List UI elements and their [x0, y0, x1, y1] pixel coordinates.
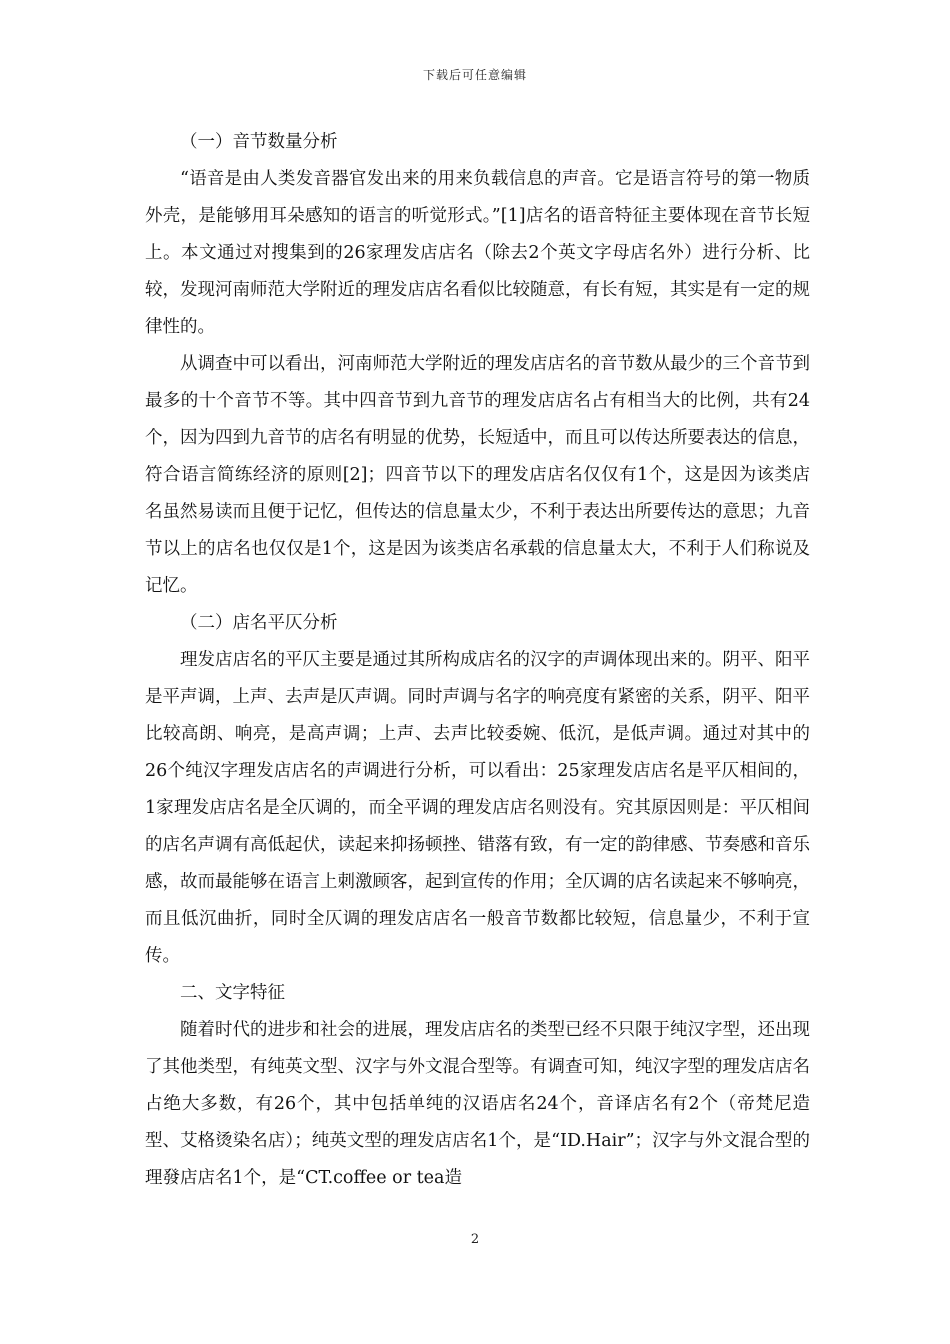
section-heading-characters: 二、文字特征 — [180, 983, 285, 1003]
paragraph: 理发店店名的平仄主要是通过其所构成店名的汉字的声调体现出来的。阴平、阳平是平声调，上声、去声是仄声调。同时声调与名字的响亮度有紧密的关系，阴平、阳平比较高朗、响亮，是高声调；上声、去声比较委婉、低沉，是低声调。通过对其中的26个纯汉字理发店店名的声调进行分析，可以看出：25家理发店店名是平仄相间的，1家理发店店名是全仄调的，而全平调的理发店店名则没有。究其原因则是：平仄相间的店名声调有高低起伏，读起来抑扬顿挫、错落有致，有一定的韵律感、节奏感和音乐感，故而最能够在语言上刺激顾客，起到宣传的作用；全仄调的店名读起来不够响亮，而且低沉曲折，同时全仄调的理发店店名一般音节数都比较短，信息量少，不利于宣传。 — [145, 650, 810, 966]
paragraph: 从调查中可以看出，河南师范大学附近的理发店店名的音节数从最少的三个音节到最多的十个音节不等。其中四音节到九音节的理发店店名占有相当大的比例，共有24个，因为四到九音节的店名有明显的优势，长短适中，而且可以传达所要表达的信息，符合语言简练经济的原则[2]；四音节以下的理发店店名仅仅有1个，这是因为该类店名虽然易读而且便于记忆，但传达的信息量太少，不利于表达出所要传达的意思；九音节以上的店名也仅仅是1个，这是因为该类店名承载的信息量太大，不利于人们称说及记忆。 — [145, 354, 810, 596]
page-header: 下载后可任意编辑 — [422, 68, 527, 82]
page-number: 2 — [470, 1232, 480, 1247]
document-body — [145, 124, 810, 1197]
section-heading-syllables: （一）音节数量分析 — [180, 132, 338, 152]
paragraph: 随着时代的进步和社会的进展，理发店店名的类型已经不只限于纯汉字型，还出现了其他类型，有纯英文型、汉字与外文混合型等。有调查可知，纯汉字型的理发店店名占绝大多数，有26个，其中包括单纯的汉语店名24个，音译店名有2个（帝梵尼造型、艾格烫染名店）；纯英文型的理发店店名1个，是“ID.Hair”；汉字与外文混合型的理發店店名1个，是“CT.coffee or tea造 — [145, 1020, 810, 1188]
paragraph: “语音是由人类发音器官发出来的用来负载信息的声音。它是语言符号的第一物质外壳，是能够用耳朵感知的语言的听觉形式。”[1]店名的语音特征主要体现在音节长短上。本文通过对搜集到的26家理发店店名（除去2个英文字母店名外）进行分析、比较，发现河南师范大学附近的理发店店名看似比较随意，有长有短，其实是有一定的规律性的。 — [145, 169, 810, 337]
section-heading-tones: （二）店名平仄分析 — [180, 613, 338, 633]
